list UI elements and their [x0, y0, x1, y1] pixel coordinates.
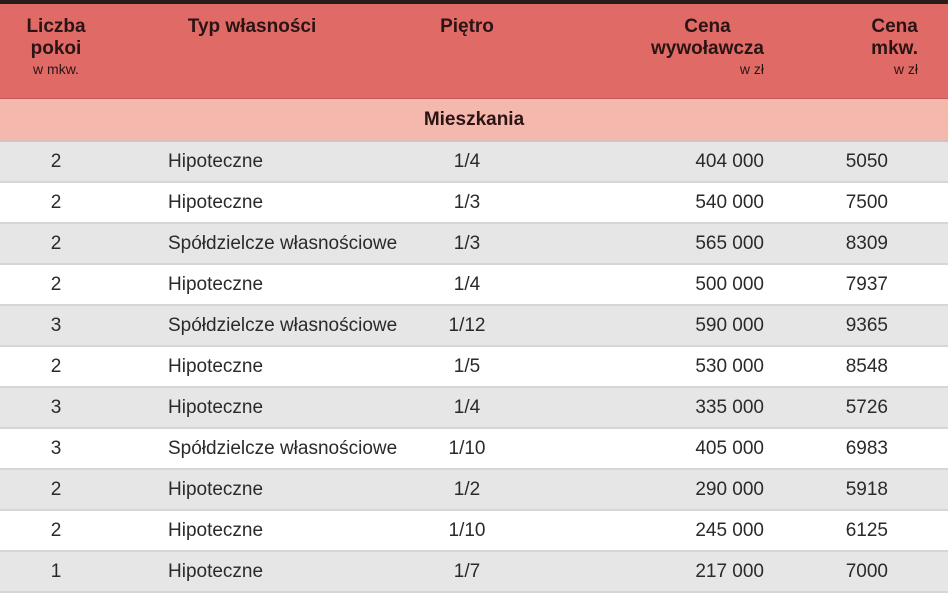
cell-type: Hipoteczne [168, 396, 264, 418]
cell-price: 500 000 [695, 273, 764, 295]
cell-rooms: 1 [50, 560, 62, 582]
cell-type: Hipoteczne [168, 519, 264, 541]
cell-rooms: 3 [50, 437, 62, 459]
cell-rooms: 2 [50, 355, 62, 377]
cell-price: 404 000 [695, 150, 764, 172]
cell-rooms: 2 [50, 519, 62, 541]
header-rooms [0, 4, 112, 98]
cell-sqm: 7500 [845, 191, 888, 213]
cell-type: Hipoteczne [168, 150, 264, 172]
cell-sqm: 7937 [845, 273, 888, 295]
cell-price: 217 000 [695, 560, 764, 582]
cell-sqm: 5050 [845, 150, 888, 172]
table-row [0, 306, 948, 347]
cell-rooms: 2 [50, 273, 62, 295]
cell-sqm: 6125 [845, 519, 888, 541]
header-sqm-unit: w zł [893, 61, 918, 77]
cell-type: Spółdzielcze własnościowe [168, 437, 398, 459]
cell-type: Spółdzielcze własnościowe [168, 314, 398, 336]
cell-price: 245 000 [695, 519, 764, 541]
cell-price: 530 000 [695, 355, 764, 377]
cell-type: Spółdzielcze własnościowe [168, 232, 398, 254]
cell-type: Hipoteczne [168, 191, 264, 213]
cell-rooms: 2 [50, 478, 62, 500]
cell-sqm: 8309 [845, 232, 888, 254]
cell-floor: 1/10 [448, 519, 486, 541]
cell-price: 405 000 [695, 437, 764, 459]
header-price [602, 4, 792, 98]
cell-floor: 1/10 [448, 437, 486, 459]
cell-floor: 1/4 [453, 396, 481, 418]
header-type-label: Typ własności [187, 16, 317, 37]
table-row [0, 183, 948, 224]
table-row [0, 470, 948, 511]
table-row [0, 265, 948, 306]
cell-floor: 1/5 [453, 355, 481, 377]
table-row [0, 347, 948, 388]
table-row [0, 224, 948, 265]
cell-rooms: 2 [50, 150, 62, 172]
header-sqm-label: Cena mkw. [871, 16, 918, 59]
cell-price: 335 000 [695, 396, 764, 418]
cell-sqm: 5918 [845, 478, 888, 500]
header-floor-label: Piętro [440, 16, 494, 37]
header-floor [392, 4, 602, 98]
cell-price: 290 000 [695, 478, 764, 500]
cell-sqm: 6983 [845, 437, 888, 459]
cell-rooms: 2 [50, 191, 62, 213]
table-row [0, 429, 948, 470]
table-header [0, 4, 948, 99]
cell-type: Hipoteczne [168, 355, 264, 377]
cell-price: 590 000 [695, 314, 764, 336]
cell-sqm: 8548 [845, 355, 888, 377]
header-sqm [792, 4, 948, 98]
cell-sqm: 5726 [845, 396, 888, 418]
header-rooms-label: Liczba pokoi [26, 16, 86, 59]
cell-floor: 1/7 [453, 560, 481, 582]
header-type [112, 4, 392, 98]
cell-floor: 1/4 [453, 150, 481, 172]
header-price-unit: w zł [739, 61, 764, 77]
cell-type: Hipoteczne [168, 560, 264, 582]
header-price-label: Cena wywoławcza [651, 16, 764, 59]
table-row [0, 388, 948, 429]
cell-sqm: 9365 [845, 314, 888, 336]
table-row [0, 142, 948, 183]
cell-price: 540 000 [695, 191, 764, 213]
table-row [0, 552, 948, 593]
cell-floor: 1/2 [453, 478, 481, 500]
cell-sqm: 7000 [845, 560, 888, 582]
cell-type: Hipoteczne [168, 478, 264, 500]
cell-rooms: 3 [50, 314, 62, 336]
cell-floor: 1/4 [453, 273, 481, 295]
cell-floor: 1/3 [453, 191, 481, 213]
cell-floor: 1/3 [453, 232, 481, 254]
cell-type: Hipoteczne [168, 273, 264, 295]
header-rooms-unit: w mkw. [33, 61, 79, 77]
table-row [0, 511, 948, 552]
cell-floor: 1/12 [448, 314, 486, 336]
cell-rooms: 2 [50, 232, 62, 254]
table-body [0, 142, 948, 593]
cell-rooms: 3 [50, 396, 62, 418]
cell-price: 565 000 [695, 232, 764, 254]
section-title: Mieszkania [0, 99, 948, 142]
